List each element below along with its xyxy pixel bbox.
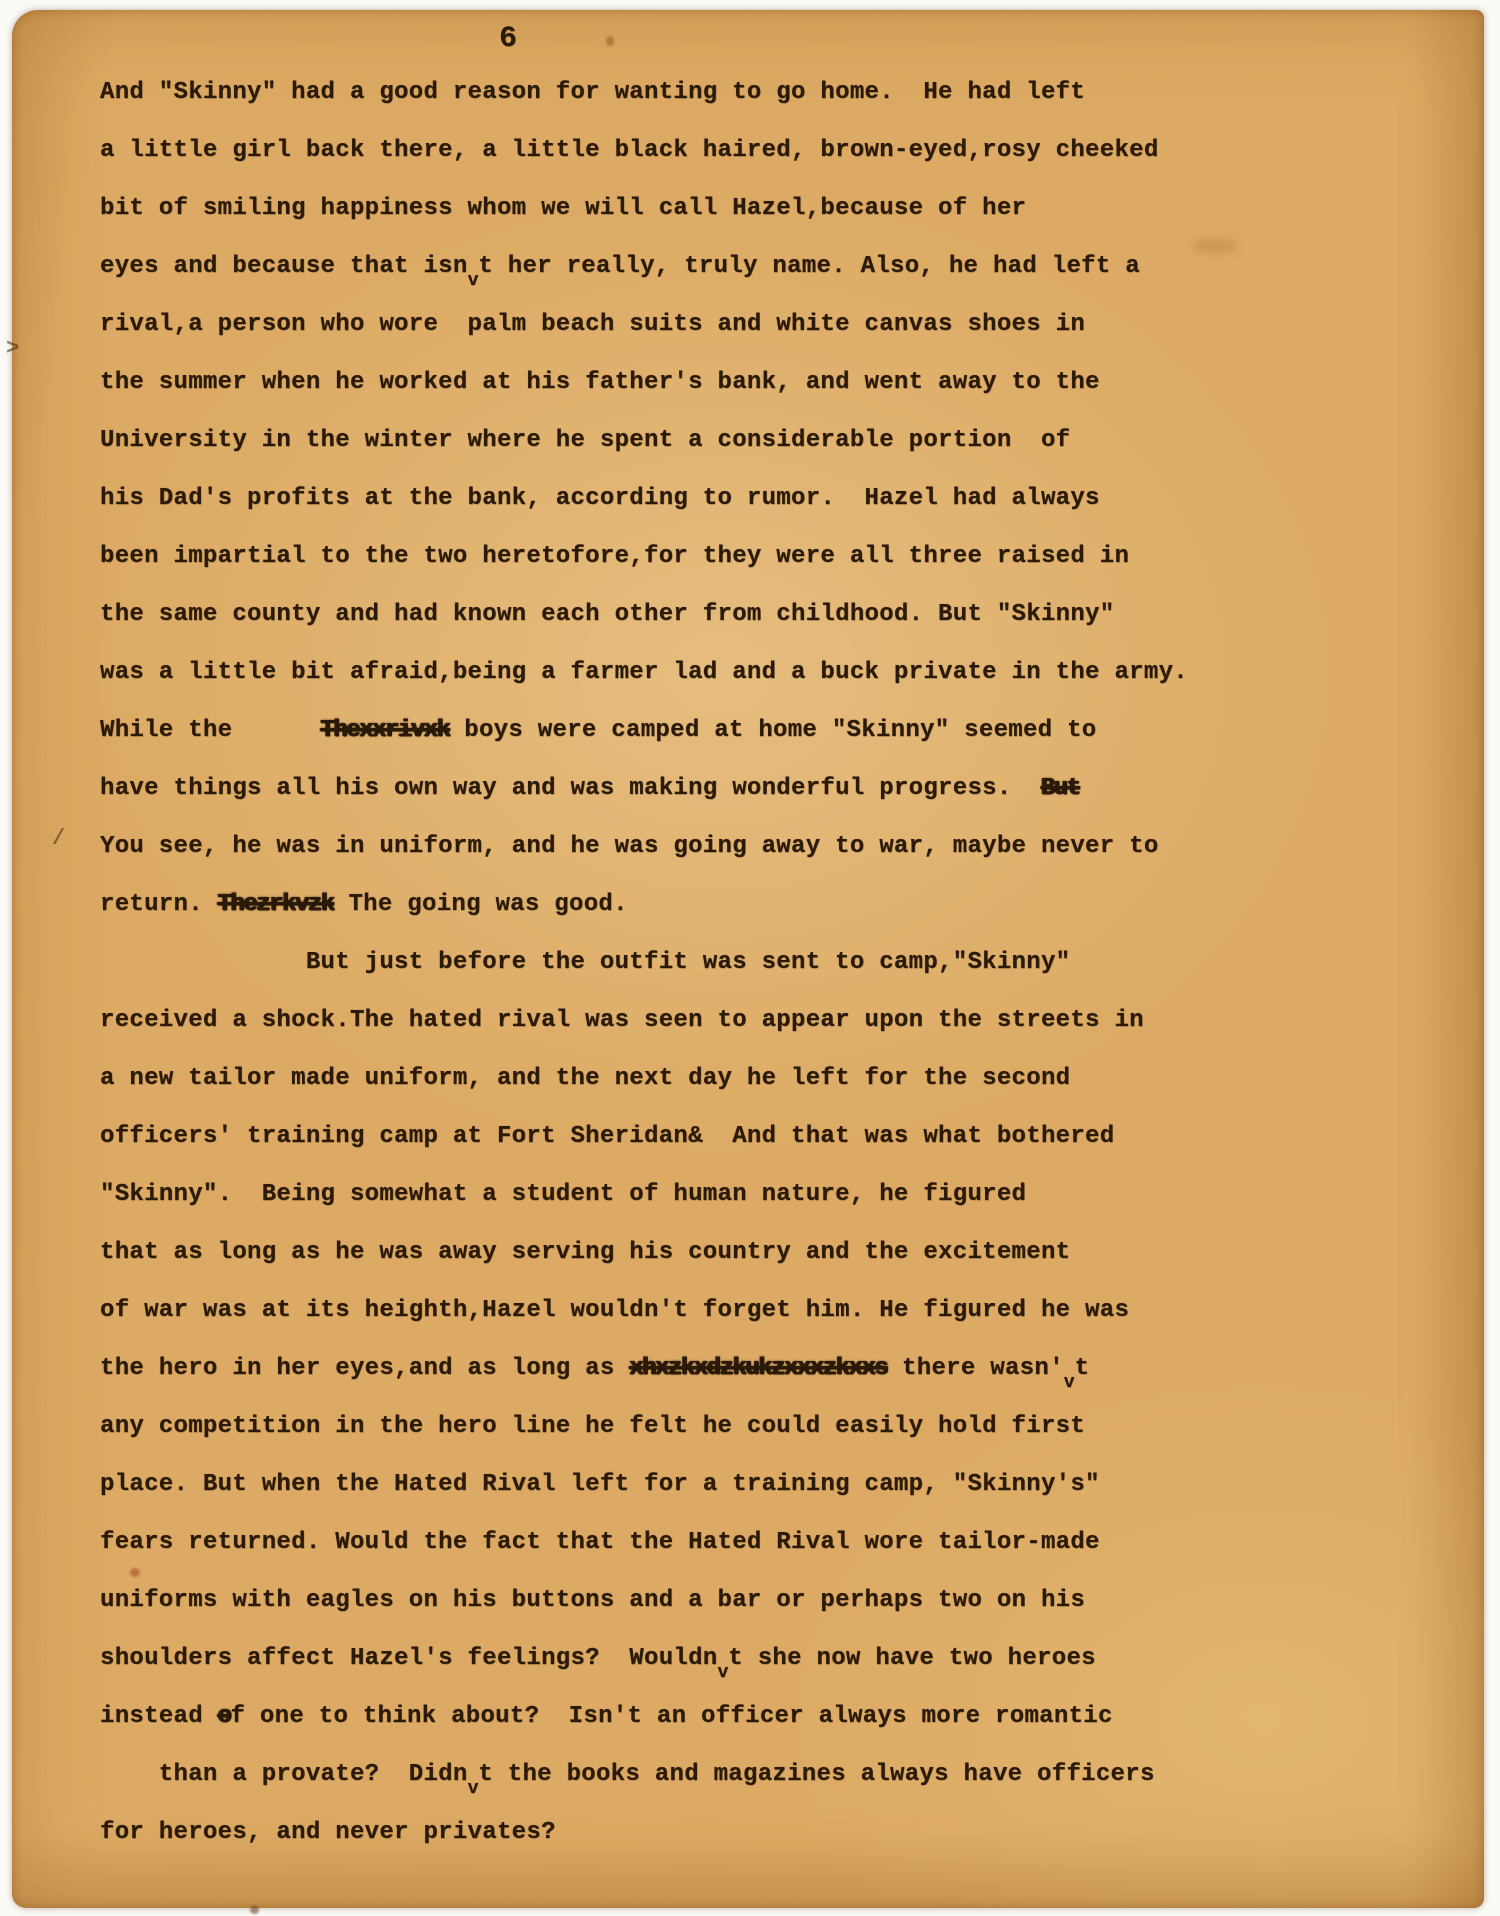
typewritten-line [100, 1630, 1460, 1688]
text-run: the same county and had known each other from childhood. But "Skinny" [100, 601, 1115, 628]
paper-stain [606, 36, 614, 46]
struck-out-text: Thexxrivxk [320, 717, 450, 744]
typewritten-line [100, 1804, 1460, 1862]
text-run: for heroes, and never privates? [100, 1819, 556, 1846]
text-run: f one to think about? Isn't an officer always more romantic [230, 1703, 1113, 1730]
typewritten-line [100, 1050, 1460, 1108]
text-run: While the [100, 717, 321, 744]
text-run: that as long as he was away serving his country and the excitement [100, 1239, 1071, 1266]
typewritten-line [100, 296, 1460, 354]
typewritten-line [100, 702, 1460, 760]
text-run: And "Skinny" had a good reason for wanting to go home. He had left [100, 79, 1086, 106]
margin-pencil-mark: > [6, 336, 20, 361]
struck-out-text: o [217, 1703, 231, 1730]
text-run: boys were camped at home "Skinny" seemed to [449, 717, 1097, 744]
text-run: place. But when the Hated Rival left for a training camp, "Skinny's" [100, 1471, 1100, 1498]
text-run: instead [100, 1703, 218, 1730]
page-number: 6 [498, 22, 517, 56]
typewritten-line [100, 528, 1460, 586]
text-run: his Dad's profits at the bank, according to rumor. Hazel had always [100, 485, 1100, 512]
margin-pencil-mark: / [52, 826, 66, 851]
typewritten-line [100, 760, 1460, 818]
text-run: You see, he was in uniform, and he was going away to war, maybe never to [100, 833, 1159, 860]
text-run: there wasn' [887, 1355, 1064, 1382]
text-run: of war was at its heighth,Hazel wouldn't forget him. He figured he was [100, 1297, 1130, 1324]
insertion-caret-mark: v [717, 1663, 729, 1683]
text-run: was a little bit afraid,being a farmer lad and a buck private in the army. [100, 659, 1188, 686]
text-run: t [1074, 1355, 1090, 1382]
paper-stain [250, 1906, 259, 1914]
typewritten-line [100, 992, 1460, 1050]
typewritten-line [100, 818, 1460, 876]
struck-out-text: Thezrkvzk [217, 891, 334, 918]
struck-out-text: But [1040, 775, 1080, 802]
typewritten-text-block [100, 64, 1460, 1862]
text-run: officers' training camp at Fort Sheridan& And that was what bothered [100, 1123, 1115, 1150]
typewritten-line [100, 586, 1460, 644]
typewritten-line [100, 1282, 1460, 1340]
struck-out-text: xhxzkxdzkukzxxxzkxxs [629, 1355, 888, 1382]
typewritten-line [100, 1398, 1460, 1456]
text-run: But just before the outfit was sent to camp,"Skinny" [100, 949, 1071, 976]
typewritten-line [100, 238, 1460, 296]
text-run: University in the winter where he spent a considerable portion of [100, 427, 1071, 454]
text-run: uniforms with eagles on his buttons and a bar or perhaps two on his [100, 1587, 1086, 1614]
text-run: shoulders affect Hazel's feelings? Wouldn [100, 1645, 718, 1672]
text-run: been impartial to the two heretofore,for they were all three raised in [100, 543, 1130, 570]
text-run: return. [100, 891, 218, 918]
text-run: fears returned. Would the fact that the Hated Rival wore tailor-made [100, 1529, 1100, 1556]
text-run: "Skinny". Being somewhat a student of human nature, he figured [100, 1181, 1027, 1208]
typewritten-line [100, 1166, 1460, 1224]
insertion-caret-mark: v [467, 1779, 479, 1799]
typewritten-line [100, 1514, 1460, 1572]
insertion-caret-mark: v [467, 271, 479, 291]
text-run: the summer when he worked at his father's bank, and went away to the [100, 369, 1100, 396]
typewritten-line [100, 180, 1460, 238]
text-run: eyes and because that isn [100, 253, 468, 280]
insertion-caret-mark: v [1063, 1373, 1075, 1393]
text-run: t she now have two heroes [728, 1645, 1096, 1672]
text-run: received a shock.The hated rival was seen to appear upon the streets in [100, 1007, 1144, 1034]
text-run: rival,a person who wore palm beach suits and white canvas shoes in [100, 311, 1086, 338]
typewritten-line [100, 412, 1460, 470]
text-run: the hero in her eyes,and as long as [100, 1355, 630, 1382]
text-run: t her really, truly name. Also, he had left a [478, 253, 1140, 280]
typewritten-line [100, 1688, 1460, 1746]
text-run: bit of smiling happiness whom we will call Hazel,because of her [100, 195, 1027, 222]
text-run: a little girl back there, a little black haired, brown-eyed,rosy cheeked [100, 137, 1159, 164]
typewritten-line [100, 1456, 1460, 1514]
text-run: The going was good. [333, 891, 628, 918]
typewritten-line [100, 1746, 1460, 1804]
typewritten-line [100, 1108, 1460, 1166]
text-run: t the books and magazines always have officers [478, 1761, 1155, 1788]
typewritten-line [100, 122, 1460, 180]
typewritten-line [100, 1572, 1460, 1630]
typewritten-line [100, 1340, 1460, 1398]
typewritten-line [100, 876, 1460, 934]
typewritten-line [100, 64, 1460, 122]
typewritten-line [100, 934, 1460, 992]
typewritten-line [100, 644, 1460, 702]
text-run: any competition in the hero line he felt he could easily hold first [100, 1413, 1086, 1440]
typewritten-line [100, 354, 1460, 412]
text-run: have things all his own way and was making wonderful progress. [100, 775, 1041, 802]
typewritten-line [100, 1224, 1460, 1282]
text-run: a new tailor made uniform, and the next day he left for the second [100, 1065, 1071, 1092]
text-run: than a provate? Didn [100, 1761, 468, 1788]
typewritten-line [100, 470, 1460, 528]
